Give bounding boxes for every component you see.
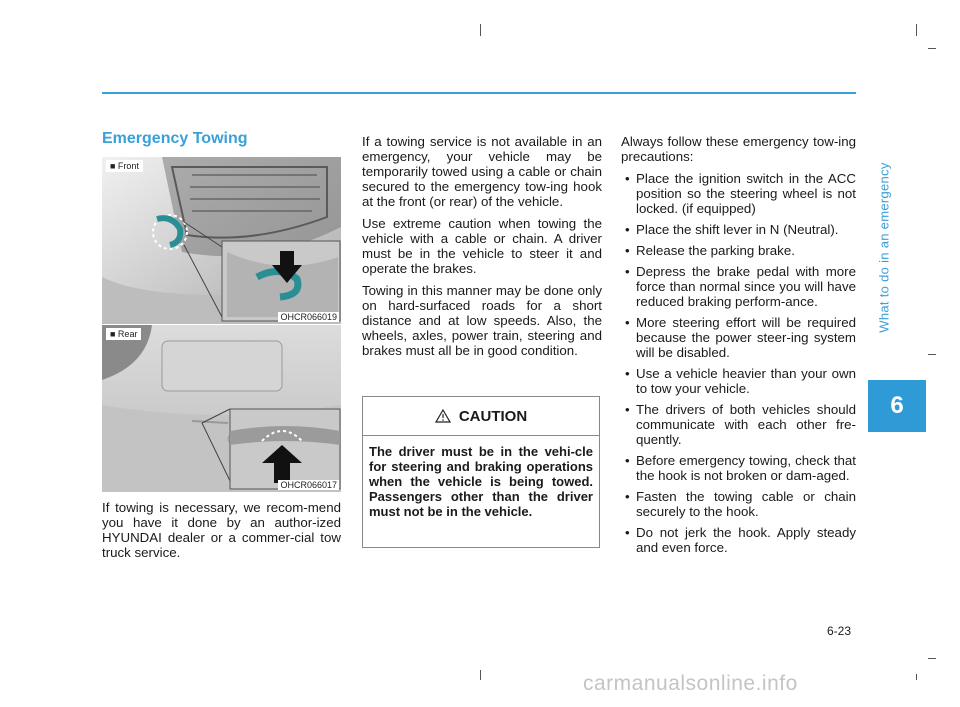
- list-item: • Do not jerk the hook. Apply steady and even force.: [621, 525, 856, 555]
- list-item: • Depress the brake pedal with more force than normal since you will have reduced braking perform-ance.: [621, 264, 856, 309]
- middle-column: [362, 134, 602, 365]
- watermark: carmanualsonline.info: [583, 672, 798, 695]
- list-item: • Use a vehicle heavier than your own to tow your vehicle.: [621, 366, 856, 396]
- caution-header: [363, 397, 599, 436]
- chapter-tab: 6: [868, 380, 926, 432]
- front-figure-label: ■ Front: [106, 160, 143, 172]
- rear-tow-hook-figure: [102, 325, 341, 492]
- list-item: • Place the ignition switch in the ACC position so the steering wheel is not locked. (if equipped): [621, 171, 856, 216]
- front-figure-code: OHCR066019: [280, 312, 337, 322]
- crop-mark: [916, 674, 917, 680]
- crop-mark: [480, 24, 481, 36]
- list-item: • Fasten the towing cable or chain securely to the hook.: [621, 489, 856, 519]
- caution-text: The driver must be in the vehi-cle for steering and braking operations when the vehicle is being towed. Passengers other than the driver must not be in the vehicle.: [369, 444, 593, 519]
- rear-car-illustration: [102, 325, 341, 492]
- precautions-intro: Always follow these emergency tow-ing precautions:: [621, 134, 856, 164]
- section-label-text: What to do in an emergency: [876, 162, 892, 333]
- front-tow-hook-figure: [102, 157, 341, 324]
- page-title: Emergency Towing: [102, 130, 248, 147]
- right-column: [621, 134, 856, 561]
- middle-paragraph: If a towing service is not available in an emergency, your vehicle may be temporarily towed using a cable or chain secured to the emergency tow-ing hook at the front (or rear) of the vehicle.: [362, 134, 602, 209]
- middle-paragraph: Use extreme caution when towing the vehicle with a cable or chain. A driver must be in the vehicle to steer it and operate the brakes.: [362, 216, 602, 276]
- crop-mark: [928, 48, 936, 49]
- list-item: • The drivers of both vehicles should communicate with each other fre-quently.: [621, 402, 856, 447]
- page-number: 6-23: [827, 624, 852, 638]
- header-rule: [102, 92, 856, 94]
- list-item: • Before emergency towing, check that the hook is not broken or dam-aged.: [621, 453, 856, 483]
- front-car-illustration: [102, 157, 341, 324]
- middle-paragraph: Towing in this manner may be done only on hard-surfaced roads for a short distance and at low speeds. Also, the wheels, axles, power train, steering and brakes must all be in good condition.: [362, 283, 602, 358]
- left-column: [102, 500, 341, 567]
- precautions-list: [621, 171, 856, 555]
- list-item: • Place the shift lever in N (Neutral).: [621, 222, 856, 237]
- rear-figure-code: OHCR066017: [280, 480, 337, 490]
- section-side-label: [874, 120, 894, 380]
- caution-box: [362, 396, 600, 548]
- warning-triangle-icon: [435, 409, 451, 423]
- crop-mark: [480, 670, 481, 680]
- list-item: • More steering effort will be required because the power steer-ing system will be disabled.: [621, 315, 856, 360]
- caution-heading: CAUTION: [458, 407, 528, 425]
- intro-paragraph: If towing is necessary, we recom-mend you have it done by an author-ized HYUNDAI dealer or a commer-cial tow truck service.: [102, 500, 341, 560]
- crop-mark: [916, 24, 917, 36]
- crop-mark: [928, 354, 936, 355]
- crop-mark: [928, 658, 936, 659]
- rear-figure-label: ■ Rear: [106, 328, 141, 340]
- list-item: • Release the parking brake.: [621, 243, 856, 258]
